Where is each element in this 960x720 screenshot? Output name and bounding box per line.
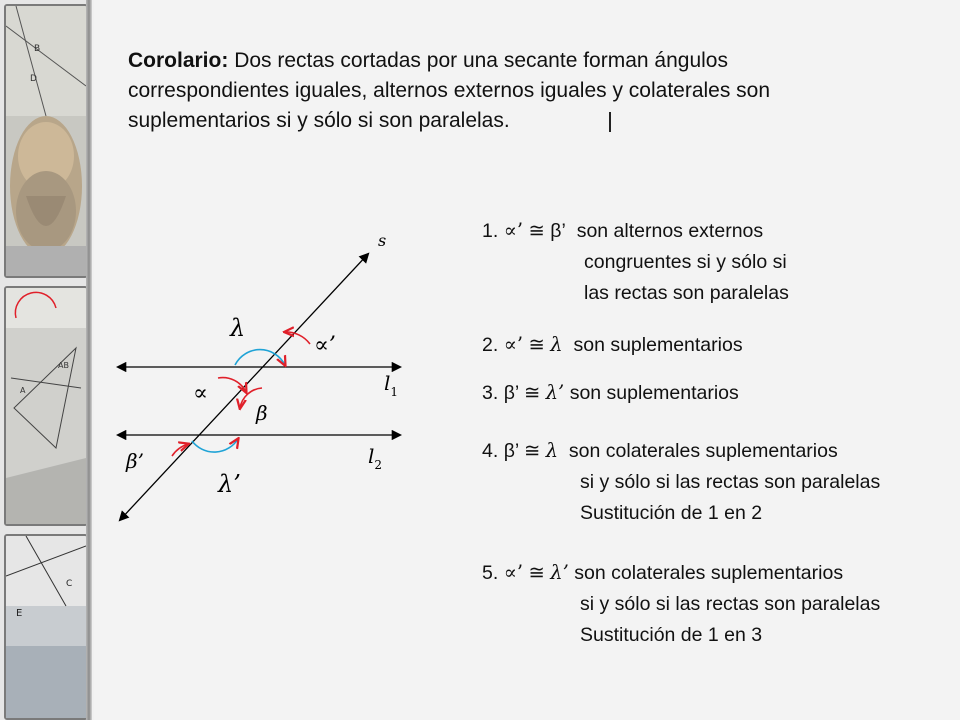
sidebar-rail — [86, 0, 92, 720]
statement-1: 1. ∝’ ≅ β’ son alternos externos congruentes si y sólo si las rectas son paralelas — [482, 219, 789, 304]
sidebar-thumbnail-triangles — [4, 286, 88, 526]
svg-text:E: E — [16, 608, 23, 619]
label-l1: $l_1$ — [384, 371, 399, 399]
label-l2: $l_2$ — [368, 444, 383, 472]
svg-text:D: D — [30, 74, 37, 84]
svg-text:AB: AB — [58, 361, 69, 370]
sidebar-thumbnail-diagram — [4, 534, 88, 720]
svg-text:C: C — [66, 579, 73, 589]
corolario-label: Corolario: — [128, 49, 229, 72]
secant-line-s — [120, 254, 368, 520]
label-alpha: ∝ — [193, 381, 208, 406]
sidebar-thumbnail-aristotle — [4, 4, 88, 278]
text-cursor — [609, 112, 611, 132]
arc-lambda-prime — [192, 439, 238, 452]
label-s: s — [378, 231, 387, 250]
statement-2: 2. ∝’ ≅ λ son suplementarios — [482, 333, 743, 356]
label-lambda-prime: λ’ — [218, 470, 241, 498]
statement-3: 3. β’ ≅ λ’ son suplementarios — [482, 381, 739, 404]
parallel-lines-figure — [100, 220, 440, 540]
arc-alpha-prime — [285, 332, 310, 344]
label-beta-prime: β’ — [126, 449, 144, 473]
statement-4: 4. β’ ≅ λ son colaterales suplementarios si y sólo si las rectas son paralelas Sustitución de 1 en 2 — [482, 439, 881, 524]
corolario-paragraph — [128, 46, 888, 136]
corolario-text: Dos rectas cortadas por una secante forman ángulos correspondientes iguales, alternos externos iguales y colaterales son suplementarios si y sólo si son paralelas. — [128, 49, 771, 132]
label-alpha-prime: ∝’ — [314, 333, 336, 358]
label-lambda: λ — [230, 314, 246, 342]
decorative-sidebar — [0, 0, 92, 720]
label-beta: β — [256, 401, 268, 425]
svg-text:B: B — [34, 44, 41, 54]
svg-text:A: A — [20, 386, 26, 395]
statement-5: 5. ∝’ ≅ λ’ son colaterales suplementarios si y sólo si las rectas son paralelas Sustitución de 1 en 3 — [482, 561, 881, 646]
